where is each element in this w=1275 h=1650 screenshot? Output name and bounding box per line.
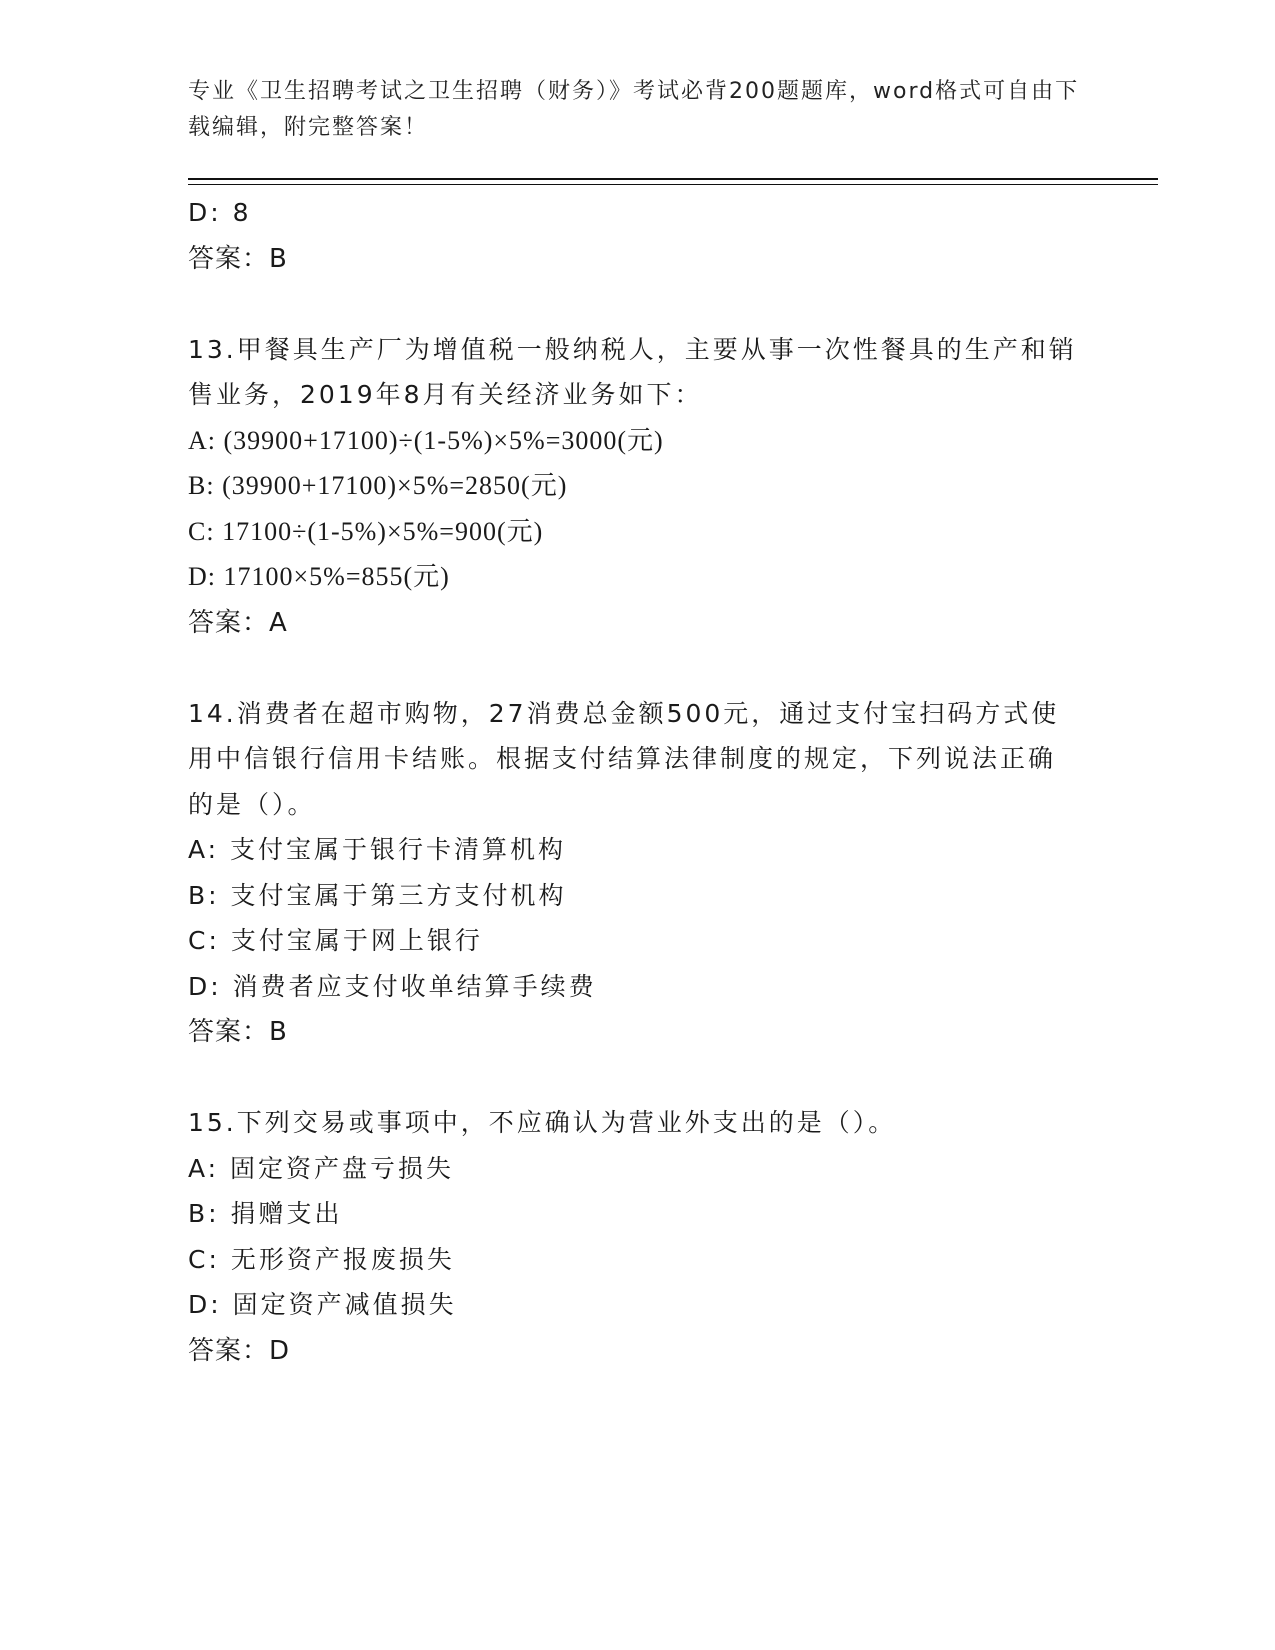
answer: 答案：D <box>188 1335 291 1366</box>
option-a: A: 支付宝属于银行卡清算机构 <box>188 835 567 864</box>
option-d: D: 固定资产减值损失 <box>188 1290 457 1319</box>
question-14 <box>188 691 1088 1057</box>
answer: 答案：B <box>188 1017 288 1047</box>
question-15 <box>188 1100 1088 1375</box>
question-13 <box>188 327 1088 647</box>
document-body <box>188 190 1088 1375</box>
header-rule-thin <box>188 184 1158 185</box>
option-b: B: 支付宝属于第三方支付机构 <box>188 880 567 910</box>
option-d: D: 消费者应支付收单结算手续费 <box>188 971 597 1001</box>
option-b: B: 捐赠支出 <box>188 1199 343 1228</box>
header-rule-thick <box>188 178 1158 180</box>
answer-prev: 答案：B <box>188 243 288 274</box>
question-stem: 15.下列交易或事项中，不应确认为营业外支出的是（）。 <box>188 1108 897 1137</box>
option-c: C: 支付宝属于网上银行 <box>188 926 483 955</box>
option-a: A: (39900+17100)÷(1-5%)×5%=3000(元) <box>188 425 664 455</box>
option-b: B: (39900+17100)×5%=2850(元) <box>188 471 568 500</box>
option-c: C: 无形资产报废损失 <box>188 1244 455 1274</box>
option-d-prev: D: 8 <box>188 198 252 227</box>
question-stem: 13.甲餐具生产厂为增值税一般纳税人，主要从事一次性餐具的生产和销售业务，2019年8月有关经济业务如下： <box>188 334 1077 409</box>
question-stem: 14.消费者在超市购物，27消费总金额500元，通过支付宝扫码方式使用中信银行信用卡结账。根据支付结算法律制度的规定，下列说法正确的是（）。 <box>188 698 1060 819</box>
option-c: C: 17100÷(1-5%)×5%=900(元) <box>188 516 544 546</box>
option-a: A: 固定资产盘亏损失 <box>188 1153 455 1183</box>
page-header: 专业《卫生招聘考试之卫生招聘（财务）》考试必背200题题库，word格式可自由下载编辑，附完整答案！ <box>188 79 1080 140</box>
answer: 答案：A <box>188 607 288 638</box>
option-d: D: 17100×5%=855(元) <box>188 562 450 591</box>
